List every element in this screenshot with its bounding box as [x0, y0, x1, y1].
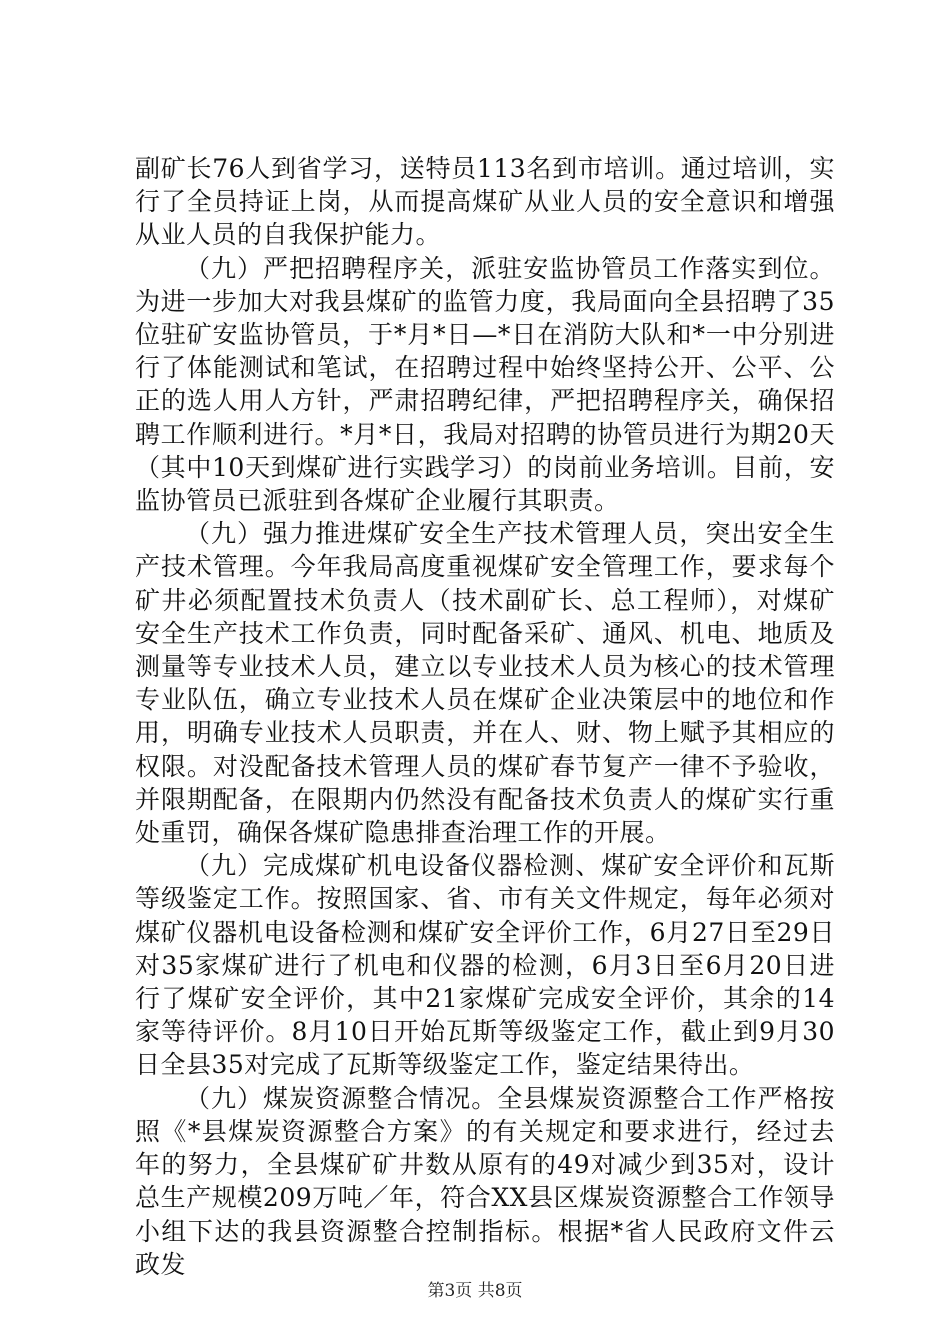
paragraph-continued: 副矿长76人到省学习，送特员113名到市培训。通过培训，实行了全员持证上岗，从而提高煤矿从业人员的安全意识和增强从业人员的自我保护能力。	[135, 154, 835, 250]
paragraph-equipment-inspection: （九）完成煤矿机电设备仪器检测、煤矿安全评价和瓦斯等级鉴定工作。按照国家、省、市有关文件规定，每年必须对煤矿仪器机电设备检测和煤矿安全评价工作，6月27日至29日对35家煤矿进行了机电和仪器的检测，6月3日至6月20日进行了煤矿安全评价，其中21家煤矿完成安全评价，其余的14家等待评价。8月10日开始瓦斯等级鉴定工作，截止到9月30日全县35对完成了瓦斯等级鉴定工作，鉴定结果待出。	[135, 851, 835, 1080]
document-body	[135, 152, 835, 1281]
page-footer: 第3页 共8页	[427, 1281, 523, 1301]
paragraph-technical-management: （九）强力推进煤矿安全生产技术管理人员，突出安全生产技术管理。今年我局高度重视煤矿安全管理工作，要求每个矿井必须配置技术负责人（技术副矿长、总工程师），对煤矿安全生产技术工作负责，同时配备采矿、通风、机电、地质及测量等专业技术人员，建立以专业技术人员为核心的技术管理专业队伍，确立专业技术人员在煤矿企业决策层中的地位和作用，明确专业技术人员职责，并在人、财、物上赋予其相应的权限。对没配备技术管理人员的煤矿春节复产一律不予验收，并限期配备，在限期内仍然没有配备技术负责人的煤矿实行重处重罚，确保各煤矿隐患排查治理工作的开展。	[135, 519, 835, 848]
paragraph-recruitment: （九）严把招聘程序关，派驻安监协管员工作落实到位。为进一步加大对我县煤矿的监管力度，我局面向全县招聘了35位驻矿安监协管员，于*月*日—*日在消防大队和*一中分别进行了体能测试和笔试，在招聘过程中始终坚持公开、公平、公正的选人用人方针，严肃招聘纪律，严把招聘程序关，确保招聘工作顺利进行。*月*日，我局对招聘的协管员进行为期20天（其中10天到煤矿进行实践学习）的岗前业务培训。目前，安监协管员已派驻到各煤矿企业履行其职责。	[135, 253, 835, 516]
paragraph-resource-integration: （九）煤炭资源整合情况。全县煤炭资源整合工作严格按照《*县煤炭资源整合方案》的有关规定和要求进行，经过去年的努力，全县煤矿矿井数从原有的49对减少到35对，设计总生产规模209万吨／年，符合XX县区煤炭资源整合工作领导小组下达的我县资源整合控制指标。根据*省人民政府文件云政发	[135, 1083, 835, 1279]
